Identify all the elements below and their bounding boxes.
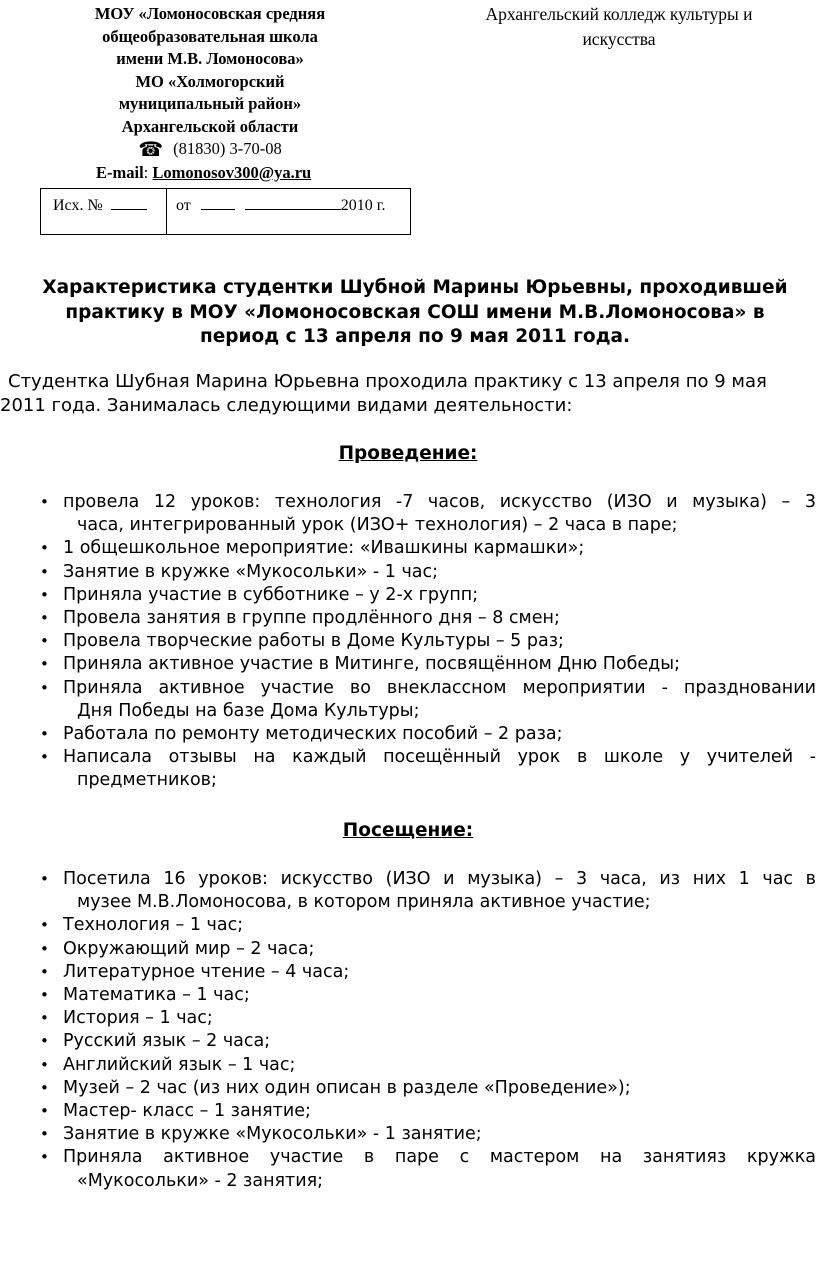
reference-day-blank (201, 195, 235, 210)
section-heading-conducting: Проведение: (338, 443, 478, 464)
list-item: • 1 общешкольное мероприятие: «Ивашкины кармашки»; (40, 537, 816, 560)
list-item: • Приняла активное участие в паре с мастером на занятияз кружка «Мукосольки» - 2 занятия; (40, 1147, 816, 1191)
document-title (20, 276, 810, 350)
intro-line: Студентка Шубная Марина Юрьевна проходила практику с 13 апреля по 9 мая (8, 371, 767, 392)
sender-line: общеобразовательная школа (102, 26, 318, 46)
sender-line: имени М.В. Ломоносова» (116, 49, 304, 68)
intro-paragraph (0, 370, 816, 418)
bullet-icon: • (40, 870, 49, 888)
email-label: E-mail (96, 162, 144, 182)
bullet-icon: • (40, 655, 49, 674)
bullet-icon: • (40, 1009, 49, 1028)
list-item: • Окружающий мир – 2 часа; (40, 938, 816, 961)
list-item: • Провела занятия в группе продлённого дня – 8 смен; (40, 607, 816, 630)
telephone-icon: ☎ (138, 139, 164, 161)
bullet-icon: • (40, 678, 49, 697)
list-item: • Посетила 16 уроков: искусство (ИЗО и музыка) – 3 часа, из них 1 час в музее М.В.Ломоносова, в котором приняла активное участие; (40, 869, 816, 913)
reference-table (40, 188, 411, 235)
bullet-icon: • (40, 725, 49, 744)
list-item: • Занятие в кружке «Мукосольки» - 1 час; (40, 561, 816, 584)
list-item: • Русский язык – 2 часа; (40, 1030, 816, 1053)
reference-date-cell (167, 189, 410, 234)
email-link[interactable]: Lomonosov300@ya.ru (152, 162, 312, 182)
list-item: • Технология – 1 час; (40, 914, 816, 937)
reference-number-label: Исх. № (53, 197, 103, 214)
bullet-icon: • (40, 539, 49, 558)
reference-date-label: от (176, 197, 191, 214)
list-item: • Музей – 2 час (из них один описан в разделе «Проведение»); (40, 1077, 816, 1100)
list-item: • Английский язык – 1 час; (40, 1054, 816, 1077)
bullet-icon: • (40, 585, 49, 604)
bullet-icon: • (40, 1125, 49, 1144)
bullet-icon: • (40, 986, 49, 1005)
sender-line: муниципальный район» (118, 94, 302, 113)
reference-number-blank (111, 195, 147, 210)
conducting-list (40, 491, 816, 793)
list-item: • Математика – 1 час; (40, 984, 816, 1007)
bullet-icon: • (40, 962, 49, 981)
recipient-line: искусства (582, 29, 656, 49)
list-item: • Литературное чтение – 4 часа; (40, 961, 816, 984)
recipient-block (454, 2, 784, 52)
bullet-icon: • (40, 1032, 49, 1051)
title-line: Характеристика студентки Шубной Марины Юрьевны, проходившей (42, 277, 788, 298)
title-line: практику в МОУ «Ломоносовская СОШ имени М.В.Ломоносова» в (65, 301, 765, 323)
bullet-icon: • (40, 748, 49, 767)
sender-line: МОУ «Ломоносовская средняя (94, 4, 326, 23)
sender-block (76, 3, 344, 184)
bullet-icon: • (40, 1055, 49, 1074)
reference-year: 2010 г. (340, 197, 386, 214)
bullet-icon: • (40, 1102, 49, 1121)
list-item: • Приняла активное участие во внеклассном мероприятии - праздновании Дня Победы на базе Дома Культуры; (40, 677, 816, 721)
list-item: • Мастер- класс – 1 занятие; (40, 1100, 816, 1123)
sender-line: Архангельской области (121, 116, 299, 136)
reference-number-cell (41, 189, 167, 234)
bullet-icon: • (40, 916, 49, 935)
bullet-icon: • (40, 939, 49, 958)
bullet-icon: • (40, 1148, 49, 1167)
bullet-icon: • (40, 493, 49, 511)
bullet-icon: • (40, 1078, 49, 1097)
list-item: • Написала отзывы на каждый посещённый урок в школе у учителей - предметников; (40, 747, 816, 791)
attendance-list (40, 868, 816, 1193)
phone-number: (81830) 3-70-08 (173, 139, 282, 158)
bullet-icon: • (40, 632, 49, 651)
section-heading-attendance: Посещение: (342, 820, 474, 841)
bullet-icon: • (40, 562, 49, 581)
reference-month-blank (245, 195, 341, 210)
list-item: • История – 1 час; (40, 1007, 816, 1030)
bullet-icon: • (40, 609, 49, 628)
list-item: • провела 12 уроков: технология -7 часов, искусство (ИЗО и музыка) – 3 часа, интегрированный урок (ИЗО+ технология) – 2 часа в паре; (40, 492, 816, 536)
list-item: • Приняла участие в субботнике – у 2-х групп; (40, 584, 816, 607)
list-item: • Занятие в кружке «Мукосольки» - 1 занятие; (40, 1123, 816, 1146)
title-line: период с 13 апреля по 9 мая 2011 года. (199, 326, 631, 347)
recipient-line: Архангельский колледж культуры и (485, 4, 753, 24)
list-item: • Работала по ремонту методических пособий – 2 раза; (40, 723, 816, 746)
intro-line: 2011 года. Занималась следующими видами деятельности: (0, 395, 573, 416)
sender-line: МО «Холмогорский (135, 71, 285, 91)
list-item: • Провела творческие работы в Доме Культуры – 5 раз; (40, 630, 816, 653)
email-line: E-mail: Lomonosov300@ya.ru (96, 162, 312, 182)
phone-line (76, 138, 344, 162)
list-item: • Приняла активное участие в Митинге, посвящённом Дню Победы; (40, 653, 816, 676)
